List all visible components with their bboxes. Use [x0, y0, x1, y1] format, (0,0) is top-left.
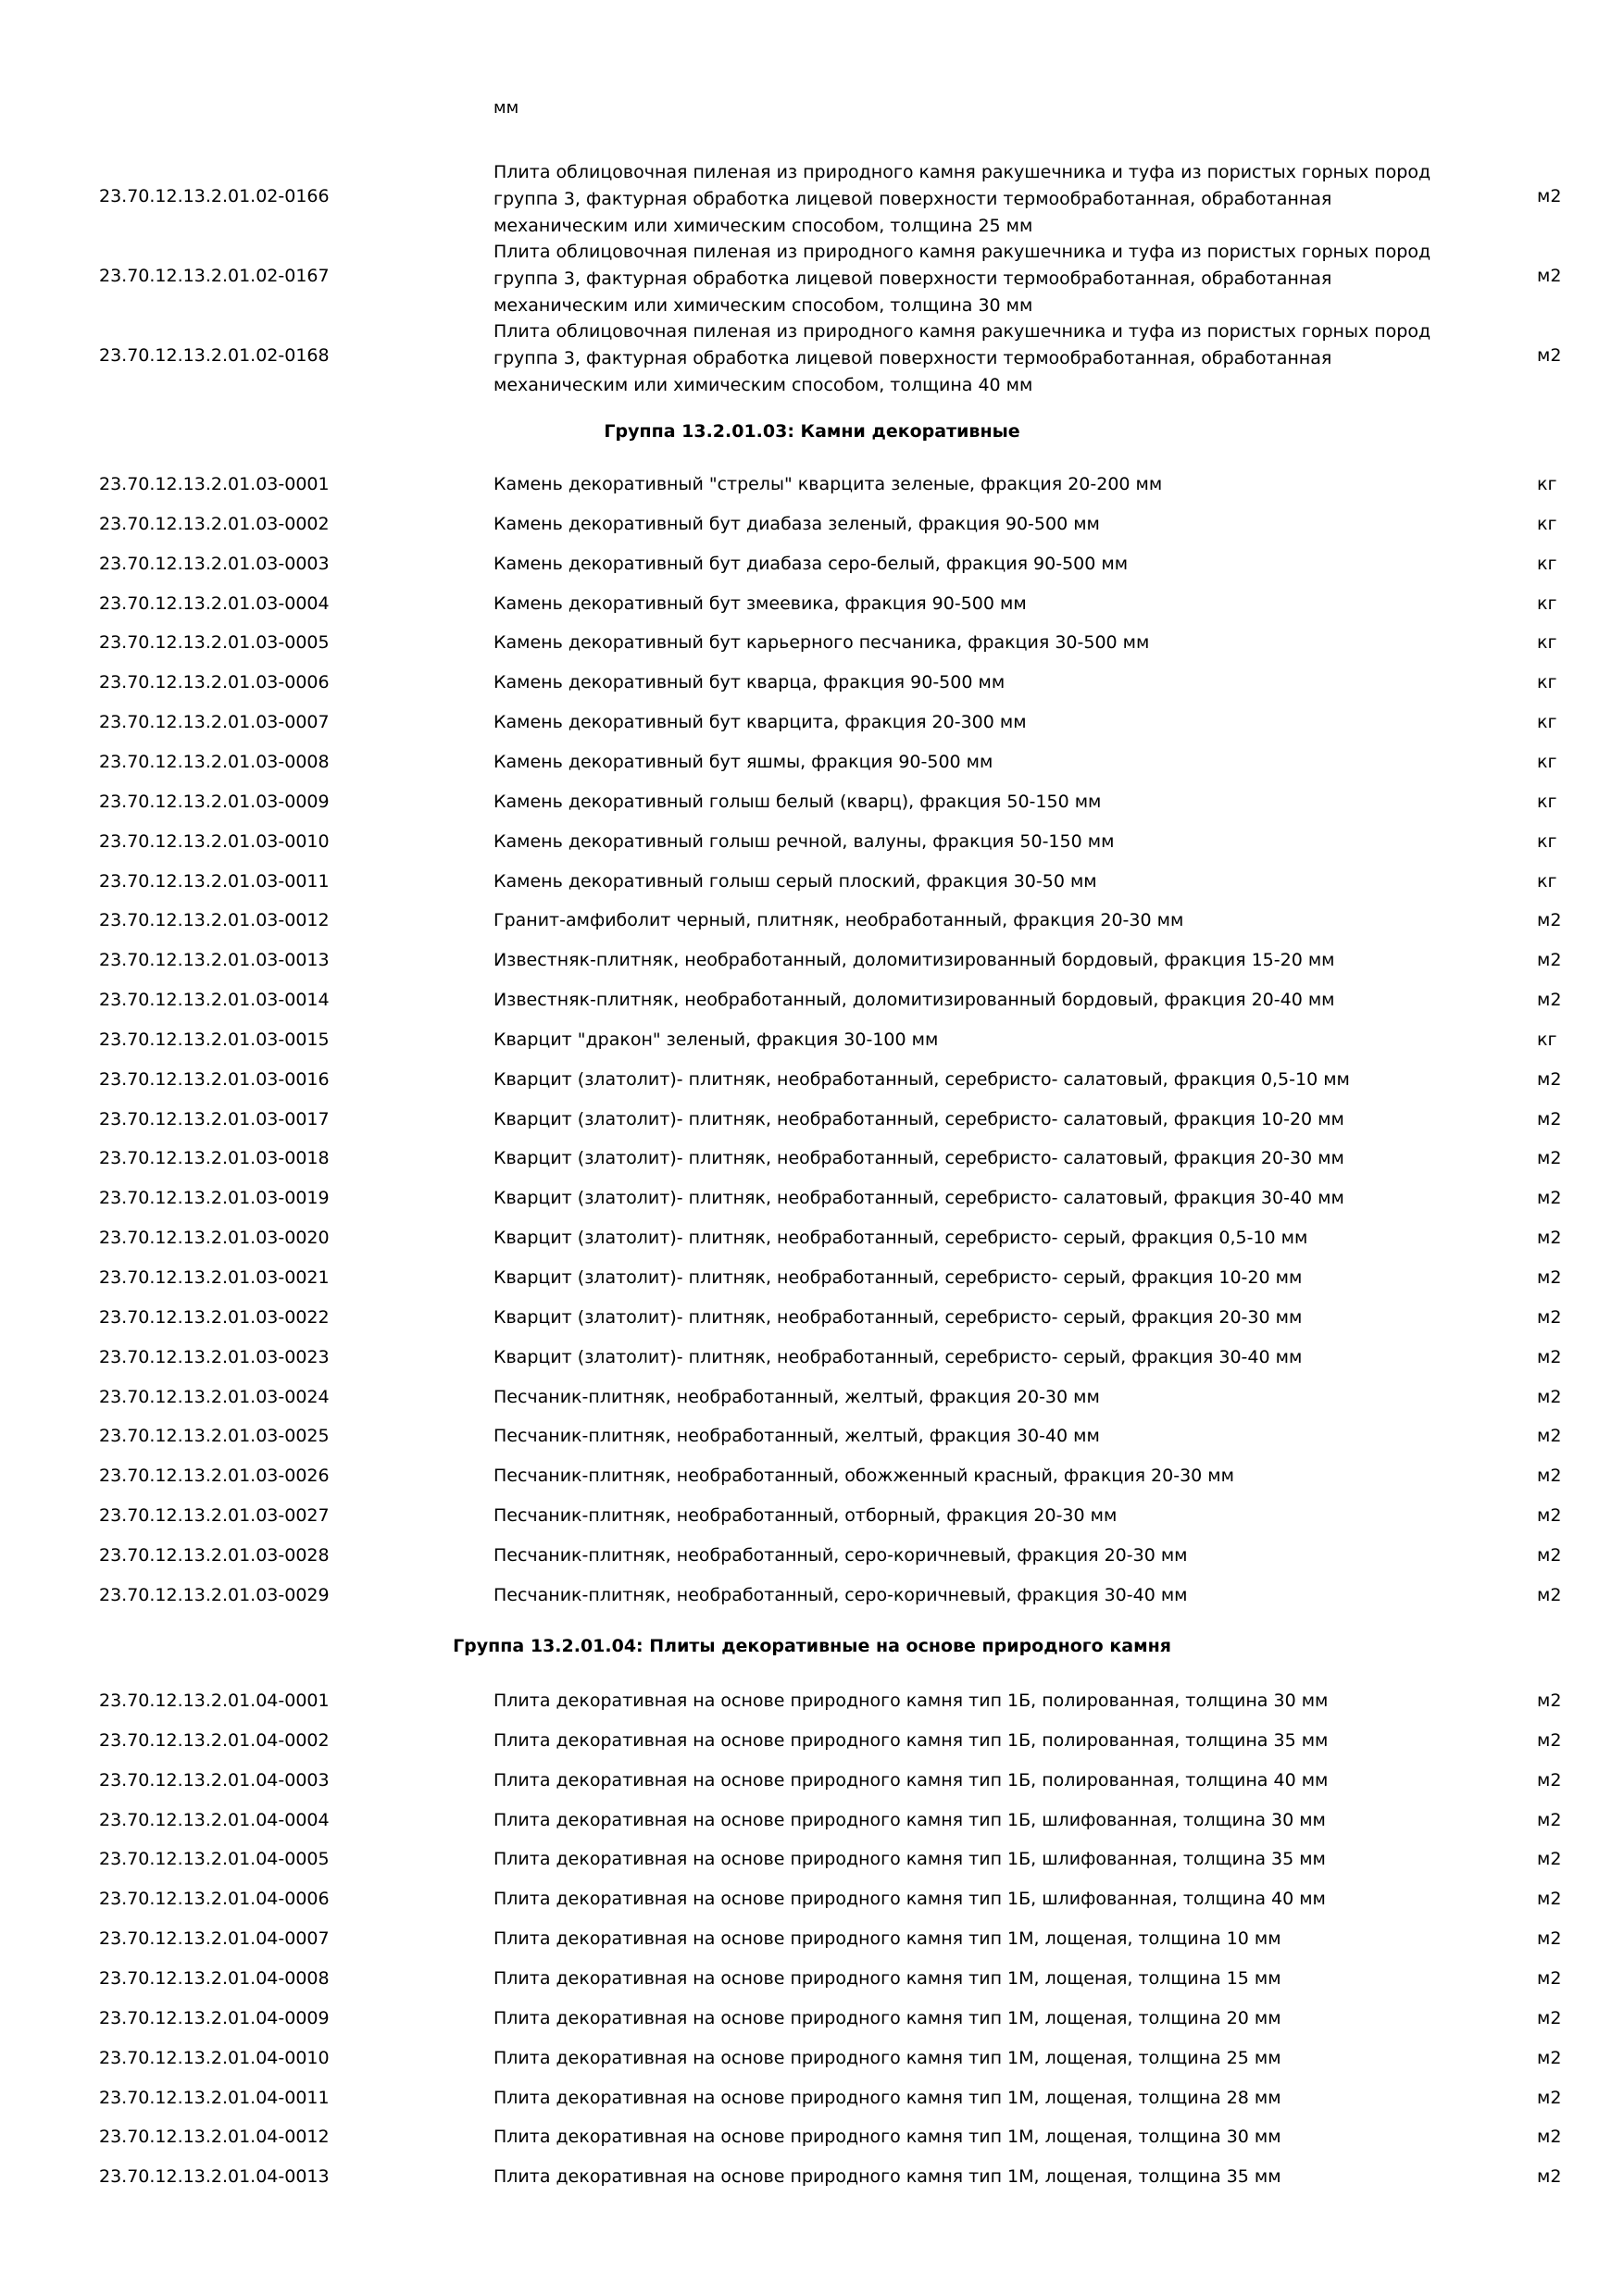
row-name: Кварцит (златолит)- плитняк, необработанный, серебристо- серый, фракция 20-30 мм: [493, 1306, 1303, 1328]
row-code: 23.70.12.13.2.01.03-0002: [99, 513, 330, 534]
row-code: 23.70.12.13.2.01.03-0005: [99, 632, 330, 654]
row-unit: м2: [1537, 345, 1562, 366]
row-name: Плита декоративная на основе природного камня тип 1М, лощеная, толщина 10 мм: [493, 1928, 1281, 1950]
row-name: Известняк-плитняк, необработанный, доломитизированный бордовый, фракция 20-40 мм: [493, 990, 1335, 1011]
row-code: 23.70.12.13.2.01.04-0008: [99, 1967, 330, 1989]
row-unit: м2: [1537, 990, 1562, 1011]
row-name: Плита декоративная на основе природного камня тип 1М, лощеная, толщина 25 мм: [493, 2047, 1281, 2068]
row-name: Плита декоративная на основе природного камня тип 1Б, шлифованная, толщина 30 мм: [493, 1809, 1326, 1830]
row-code: 23.70.12.13.2.01.03-0028: [99, 1544, 330, 1566]
row-unit: м2: [1537, 1466, 1562, 1487]
row-name: Камень декоративный бут змеевика, фракция 90-500 мм: [493, 593, 1027, 614]
row-unit: кг: [1537, 593, 1557, 614]
row-name: Песчаник-плитняк, необработанный, обожженный красный, фракция 20-30 мм: [493, 1466, 1234, 1487]
row-unit: м2: [1537, 1505, 1562, 1527]
row-code: 23.70.12.13.2.01.03-0010: [99, 830, 330, 852]
row-code: 23.70.12.13.2.01.03-0013: [99, 950, 330, 971]
row-name-line: Плита облицовочная пиленая из природного камня ракушечника и туфа из пористых горных пород: [493, 242, 1431, 262]
row-name: Кварцит (златолит)- плитняк, необработанный, серебристо- салатовый, фракция 0,5-10 мм: [493, 1068, 1350, 1090]
row-name: Камень декоративный голыш белый (кварц), фракция 50-150 мм: [493, 791, 1102, 812]
row-name: Камень декоративный голыш серый плоский, фракция 30-50 мм: [493, 870, 1097, 892]
row-name: Кварцит "дракон" зеленый, фракция 30-100 мм: [493, 1029, 939, 1050]
row-code: 23.70.12.13.2.01.04-0010: [99, 2047, 330, 2068]
row-code: 23.70.12.13.2.01.04-0013: [99, 2166, 330, 2188]
row-code: 23.70.12.13.2.01.03-0017: [99, 1108, 330, 1129]
row-unit: м2: [1537, 1769, 1562, 1791]
row-name: Камень декоративный бут карьерного песчаника, фракция 30-500 мм: [493, 632, 1150, 654]
row-unit: м2: [1537, 1809, 1562, 1830]
row-unit: кг: [1537, 712, 1557, 733]
row-name-line: группа 3, фактурная обработка лицевой поверхности термообработанная, обработанная: [493, 268, 1332, 289]
row-name-line: Плита облицовочная пиленая из природного камня ракушечника и туфа из пористых горных пород: [493, 321, 1431, 342]
row-code: 23.70.12.13.2.01.04-0005: [99, 1849, 330, 1870]
row-code: 23.70.12.13.2.01.02-0166: [99, 186, 330, 206]
row-code: 23.70.12.13.2.01.04-0003: [99, 1769, 330, 1791]
row-unit: м2: [1537, 2166, 1562, 2188]
row-code: 23.70.12.13.2.01.03-0008: [99, 751, 330, 772]
row-unit: м2: [1537, 1068, 1562, 1090]
row-code: 23.70.12.13.2.01.02-0168: [99, 345, 330, 366]
row-name: Плита декоративная на основе природного камня тип 1Б, шлифованная, толщина 40 мм: [493, 1889, 1326, 1910]
row-name: Кварцит (златолит)- плитняк, необработанный, серебристо- салатовый, фракция 10-20 мм: [493, 1108, 1344, 1129]
row-name: Песчаник-плитняк, необработанный, серо-коричневый, фракция 30-40 мм: [493, 1584, 1188, 1605]
row-code: 23.70.12.13.2.01.03-0016: [99, 1068, 330, 1090]
row-unit: м2: [1537, 1306, 1562, 1328]
row-unit: м2: [1537, 910, 1562, 931]
row-code: 23.70.12.13.2.01.04-0011: [99, 2087, 330, 2108]
row-unit: м2: [1537, 1849, 1562, 1870]
row-name: Кварцит (златолит)- плитняк, необработанный, серебристо- салатовый, фракция 20-30 мм: [493, 1148, 1344, 1169]
row-unit: кг: [1537, 632, 1557, 654]
row-code: 23.70.12.13.2.01.02-0167: [99, 266, 330, 286]
row-name: Песчаник-плитняк, необработанный, отборный, фракция 20-30 мм: [493, 1505, 1118, 1527]
row-unit: м2: [1537, 1346, 1562, 1367]
row-unit: м2: [1537, 1426, 1562, 1447]
row-code: 23.70.12.13.2.01.03-0011: [99, 870, 330, 892]
row-code: 23.70.12.13.2.01.03-0029: [99, 1584, 330, 1605]
row-code: 23.70.12.13.2.01.04-0012: [99, 2127, 330, 2148]
row-code: 23.70.12.13.2.01.03-0020: [99, 1228, 330, 1249]
row-name-line: механическим или химическим способом, толщина 30 мм: [493, 295, 1033, 316]
row-name: Кварцит (златолит)- плитняк, необработанный, серебристо- салатовый, фракция 30-40 мм: [493, 1188, 1344, 1209]
row-code: 23.70.12.13.2.01.03-0006: [99, 672, 330, 693]
row-unit: м2: [1537, 1267, 1562, 1288]
row-name: Кварцит (златолит)- плитняк, необработанный, серебристо- серый, фракция 10-20 мм: [493, 1267, 1303, 1288]
row-name: Гранит-амфиболит черный, плитняк, необработанный, фракция 20-30 мм: [493, 910, 1184, 931]
row-code: 23.70.12.13.2.01.03-0027: [99, 1505, 330, 1527]
row-name: Песчаник-плитняк, необработанный, желтый, фракция 20-30 мм: [493, 1386, 1100, 1407]
row-code: 23.70.12.13.2.01.03-0023: [99, 1346, 330, 1367]
row-code: 23.70.12.13.2.01.03-0021: [99, 1267, 330, 1288]
row-code: 23.70.12.13.2.01.04-0001: [99, 1691, 330, 1711]
row-unit: м2: [1537, 1228, 1562, 1249]
row-code: 23.70.12.13.2.01.04-0002: [99, 1729, 330, 1751]
row-unit: м2: [1537, 2007, 1562, 2028]
row-code: 23.70.12.13.2.01.03-0022: [99, 1306, 330, 1328]
row-code: 23.70.12.13.2.01.03-0001: [99, 474, 330, 494]
row-unit: кг: [1537, 553, 1557, 574]
row-unit: м2: [1537, 1544, 1562, 1566]
row-code: 23.70.12.13.2.01.03-0015: [99, 1029, 330, 1050]
row-code: 23.70.12.13.2.01.04-0006: [99, 1889, 330, 1910]
row-unit: м2: [1537, 1928, 1562, 1950]
continuation-text: мм: [493, 98, 519, 118]
row-unit: м2: [1537, 1967, 1562, 1989]
row-unit: м2: [1537, 1108, 1562, 1129]
row-unit: м2: [1537, 1889, 1562, 1910]
group-heading: Группа 13.2.01.04: Плиты декоративные на основе природного камня: [453, 1636, 1171, 1656]
row-name: Кварцит (златолит)- плитняк, необработанный, серебристо- серый, фракция 0,5-10 мм: [493, 1228, 1308, 1249]
row-name-line: механическим или химическим способом, толщина 40 мм: [493, 375, 1033, 395]
row-name-line: механическим или химическим способом, толщина 25 мм: [493, 216, 1033, 236]
row-code: 23.70.12.13.2.01.03-0012: [99, 910, 330, 931]
row-unit: м2: [1537, 1691, 1562, 1711]
row-name: Песчаник-плитняк, необработанный, желтый, фракция 30-40 мм: [493, 1426, 1100, 1447]
row-code: 23.70.12.13.2.01.03-0025: [99, 1426, 330, 1447]
row-unit: кг: [1537, 751, 1557, 772]
row-name: Плита декоративная на основе природного камня тип 1М, лощеная, толщина 15 мм: [493, 1967, 1281, 1989]
row-code: 23.70.12.13.2.01.03-0014: [99, 990, 330, 1011]
row-code: 23.70.12.13.2.01.03-0018: [99, 1148, 330, 1169]
row-name: Камень декоративный "стрелы" кварцита зеленые, фракция 20-200 мм: [493, 474, 1163, 494]
row-unit: м2: [1537, 950, 1562, 971]
row-unit: кг: [1537, 474, 1557, 494]
row-unit: м2: [1537, 266, 1562, 286]
row-unit: м2: [1537, 2127, 1562, 2148]
row-code: 23.70.12.13.2.01.03-0024: [99, 1386, 330, 1407]
row-code: 23.70.12.13.2.01.03-0004: [99, 593, 330, 614]
row-unit: кг: [1537, 672, 1557, 693]
row-unit: кг: [1537, 791, 1557, 812]
row-name: Камень декоративный бут диабаза серо-белый, фракция 90-500 мм: [493, 553, 1129, 574]
row-code: 23.70.12.13.2.01.03-0019: [99, 1188, 330, 1209]
row-unit: кг: [1537, 513, 1557, 534]
row-code: 23.70.12.13.2.01.03-0009: [99, 791, 330, 812]
row-name: Песчаник-плитняк, необработанный, серо-коричневый, фракция 20-30 мм: [493, 1544, 1188, 1566]
row-name: Плита декоративная на основе природного камня тип 1М, лощеная, толщина 28 мм: [493, 2087, 1281, 2108]
row-unit: м2: [1537, 2047, 1562, 2068]
row-code: 23.70.12.13.2.01.03-0007: [99, 712, 330, 733]
row-name: Плита декоративная на основе природного камня тип 1Б, полированная, толщина 35 мм: [493, 1729, 1329, 1751]
row-name: Плита декоративная на основе природного камня тип 1М, лощеная, толщина 35 мм: [493, 2166, 1281, 2188]
row-code: 23.70.12.13.2.01.03-0026: [99, 1466, 330, 1487]
row-unit: м2: [1537, 1584, 1562, 1605]
row-name: Плита декоративная на основе природного камня тип 1Б, шлифованная, толщина 35 мм: [493, 1849, 1326, 1870]
row-code: 23.70.12.13.2.01.03-0003: [99, 553, 330, 574]
row-code: 23.70.12.13.2.01.04-0009: [99, 2007, 330, 2028]
row-unit: м2: [1537, 1148, 1562, 1169]
row-name: Камень декоративный бут диабаза зеленый, фракция 90-500 мм: [493, 513, 1100, 534]
row-unit: кг: [1537, 1029, 1557, 1050]
row-name: Плита декоративная на основе природного камня тип 1М, лощеная, толщина 20 мм: [493, 2007, 1281, 2028]
row-name: Камень декоративный бут кварцита, фракция 20-300 мм: [493, 712, 1027, 733]
row-unit: м2: [1537, 186, 1562, 206]
row-unit: м2: [1537, 1188, 1562, 1209]
row-name-line: Плита облицовочная пиленая из природного камня ракушечника и туфа из пористых горных пород: [493, 162, 1431, 182]
row-name: Кварцит (златолит)- плитняк, необработанный, серебристо- серый, фракция 30-40 мм: [493, 1346, 1303, 1367]
group-heading: Группа 13.2.01.03: Камни декоративные: [604, 421, 1020, 442]
row-name: Камень декоративный бут яшмы, фракция 90-500 мм: [493, 751, 993, 772]
row-unit: м2: [1537, 1729, 1562, 1751]
row-unit: м2: [1537, 1386, 1562, 1407]
row-unit: кг: [1537, 830, 1557, 852]
row-code: 23.70.12.13.2.01.04-0004: [99, 1809, 330, 1830]
row-name: Камень декоративный бут кварца, фракция 90-500 мм: [493, 672, 1006, 693]
row-name: Известняк-плитняк, необработанный, доломитизированный бордовый, фракция 15-20 мм: [493, 950, 1335, 971]
row-name: Плита декоративная на основе природного камня тип 1М, лощеная, толщина 30 мм: [493, 2127, 1281, 2148]
row-name-line: группа 3, фактурная обработка лицевой поверхности термообработанная, обработанная: [493, 189, 1332, 209]
row-name: Плита декоративная на основе природного камня тип 1Б, полированная, толщина 30 мм: [493, 1691, 1329, 1711]
row-code: 23.70.12.13.2.01.04-0007: [99, 1928, 330, 1950]
row-name: Камень декоративный голыш речной, валуны, фракция 50-150 мм: [493, 830, 1115, 852]
row-unit: кг: [1537, 870, 1557, 892]
row-name-line: группа 3, фактурная обработка лицевой поверхности термообработанная, обработанная: [493, 348, 1332, 368]
row-name: Плита декоративная на основе природного камня тип 1Б, полированная, толщина 40 мм: [493, 1769, 1329, 1791]
row-unit: м2: [1537, 2087, 1562, 2108]
